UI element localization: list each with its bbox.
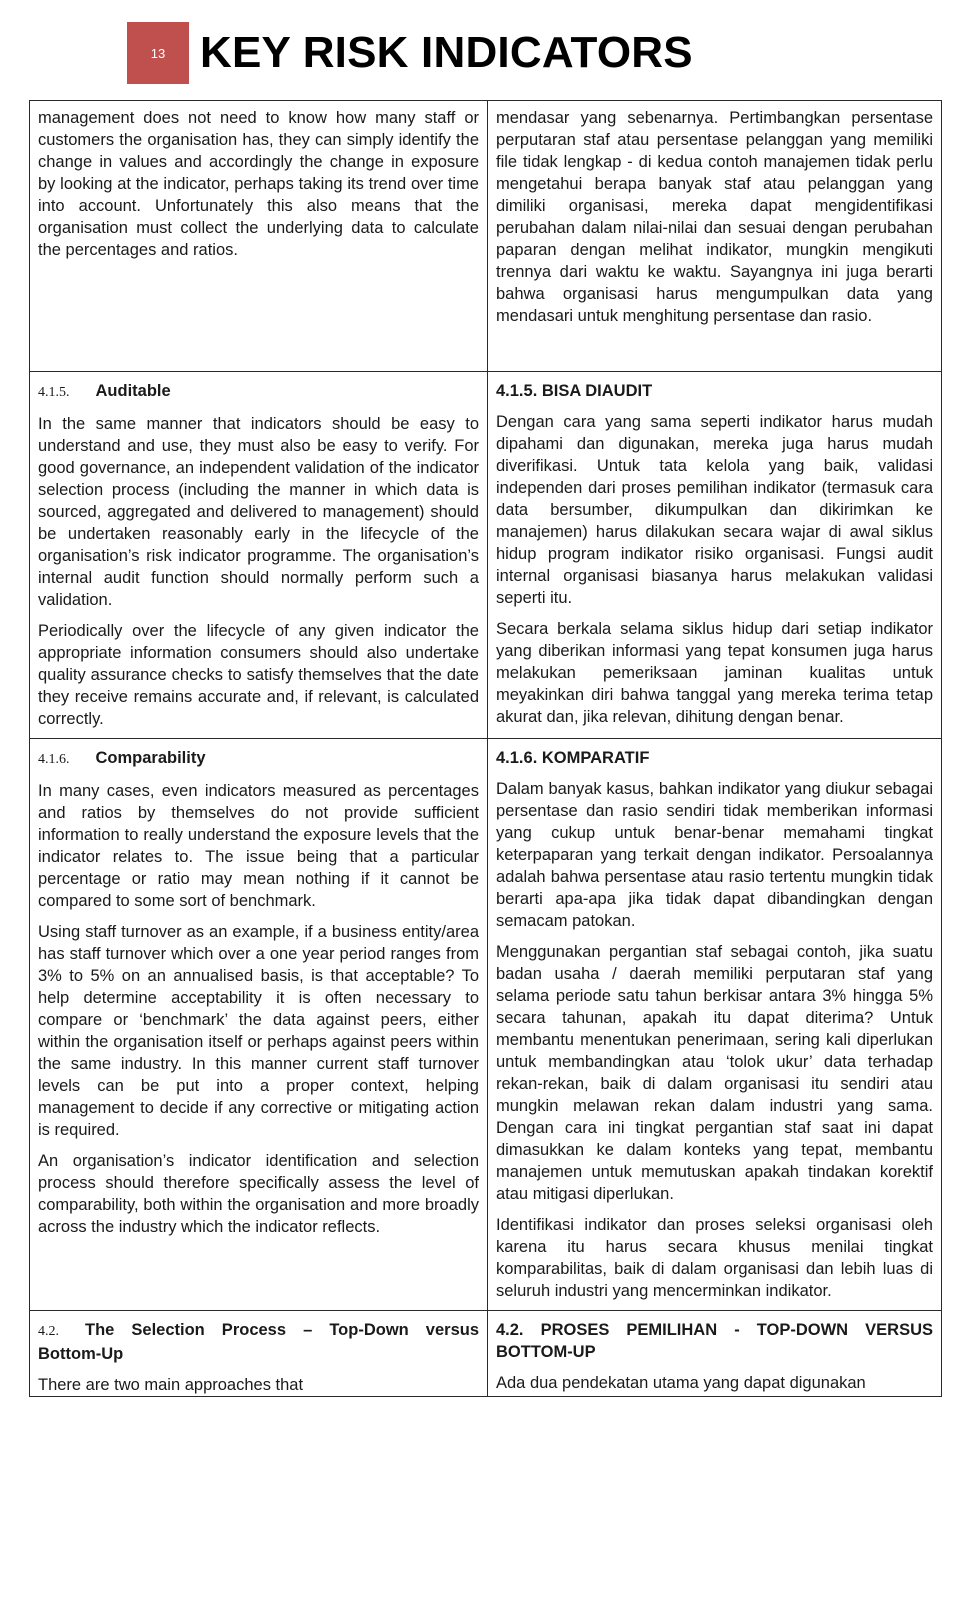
indonesian-cell: [488, 1311, 942, 1397]
english-cell: [30, 739, 488, 1311]
english-cell: [30, 101, 488, 372]
section-heading: [38, 380, 479, 404]
page-number-badge: [127, 22, 189, 84]
paragraph: Identifikasi indikator dan proses seleksi organisasi oleh karena itu harus secara khusus menilai tingkat komparabilitas, baik di dalam organisasi dan lebih luas di seluruh industri yang mencerminkan indikator.: [496, 1216, 933, 1300]
paragraph: In many cases, even indicators measured as percentages and ratios by themselves do not provide sufficient information to really understand the exposure levels that the indicator relates to. The issue being that a particular percentage or ratio may mean nothing if it cannot be compared to some sort of benchmark.: [38, 782, 479, 910]
indonesian-cell: [488, 101, 942, 372]
english-cell: [30, 1311, 488, 1397]
table-row: [30, 101, 942, 372]
paragraph: Menggunakan pergantian staf sebagai contoh, jika suatu badan usaha / daerah memiliki perputaran staf yang selama periode satu tahun berkisar antara 3% hingga 5% secara tahunan, apakah itu dapat diterima? Untuk membantu menentukan penerimaan, sering kali diperlukan untuk membandingkan atau ‘tolok ukur’ data terhadap rekan-rekan, baik di dalam organisasi itu sendiri atau mungkin melawan rekan dalam industri yang sama. Dengan cara ini tingkat pergantian staf saat ini dapat dimasukkan ke dalam konteks yang tepat, membantu manajemen untuk memutuskan apakah tindakan korektif atau mitigasi diperlukan.: [496, 943, 933, 1203]
paragraph: An organisation’s indicator identification and selection process should therefore specifically assess the level of comparability, both within the organisation and more broadly across the industry which the indicator reflects.: [38, 1152, 479, 1236]
english-cell: [30, 372, 488, 739]
indonesian-cell: [488, 739, 942, 1311]
indonesian-cell: [488, 372, 942, 739]
section-heading: [38, 1319, 479, 1365]
paragraph: Ada dua pendekatan utama yang dapat digunakan: [496, 1374, 866, 1392]
section-heading: [38, 747, 479, 771]
paragraph: Dalam banyak kasus, bahkan indikator yang diukur sebagai persentase dan rasio sendiri tidak memberikan informasi yang cukup untuk benar-benar memahami tingkat keterpaparan yang terkait dengan indikator. Persoalannya adalah bahwa persentase atau rasio tertentu mungkin tidak berarti apa-apa jika tidak dapat dibandingkan dengan semacam patokan.: [496, 780, 933, 930]
bilingual-content-table: [29, 100, 942, 1397]
table-row: [30, 739, 942, 1311]
section-heading-text: Auditable: [95, 382, 171, 400]
paragraph: mendasar yang sebenarnya. Pertimbangkan persentase perputaran staf atau persentase pelanggan yang memiliki file tidak lengkap - di kedua contoh manajemen tidak perlu mengetahui berapa banyak staf atau pelanggan yang dimiliki organisasi, mereka dapat mengidentifikasi perubahan dalam nilai-nilai dan sesuai dengan perubahan paparan dengan melihat indikator, mungkin mengikuti trennya dari waktu ke waktu. Sayangnya ini juga berarti bahwa organisasi harus mengumpulkan data yang mendasari untuk menghitung persentase dan rasio.: [496, 109, 933, 325]
table-row: [30, 372, 942, 739]
paragraph: management does not need to know how many staff or customers the organisation has, they can simply identify the change in values and accordingly the change in exposure by looking at the indicator, perhaps taking its trend over time into account. Unfortunately this also means that the organisation must collect the underlying data to calculate the percentages and ratios.: [38, 109, 479, 259]
section-heading: 4.1.5. BISA DIAUDIT: [496, 382, 653, 400]
section-heading: 4.1.6. KOMPARATIF: [496, 749, 650, 767]
section-number: 4.1.6.: [38, 752, 70, 767]
page-number: 13: [150, 45, 166, 61]
paragraph: Periodically over the lifecycle of any given indicator the appropriate information consumers should also undertake quality assurance checks to satisfy themselves that the date they receive remains accurate and, if relevant, is calculated correctly.: [38, 622, 479, 728]
paragraph: Dengan cara yang sama seperti indikator harus mudah dipahami dan digunakan, mereka juga harus mudah diverifikasi. Untuk tata kelola yang baik, validasi independen dari proses pemilihan indikator (termasuk cara data bersumber, dikumpulkan dan dikirimkan ke manajemen) harus dilakukan secara wajar di awal siklus hidup program indikator risiko organisasi. Fungsi audit internal organisasi biasanya harus melakukan validasi seperti itu.: [496, 413, 933, 607]
paragraph: There are two main approaches that: [38, 1376, 304, 1394]
paragraph: Using staff turnover as an example, if a business entity/area has staff turnover which over a one year period ranges from 3% to 5% on an annualised basis, is that acceptable? To help determine acceptability it is often necessary to compare or ‘benchmark’ the data against peers, either within the organisation itself or perhaps against peers within the same industry. In this manner current staff turnover levels can be put into a proper context, helping management to decide if any corrective or mitigating action is required.: [38, 923, 479, 1139]
page-title: KEY RISK INDICATORS: [200, 28, 693, 77]
paragraph: Secara berkala selama siklus hidup dari setiap indikator yang diberikan informasi yang tepat konsumen juga harus melakukan pemeriksaan jaminan kualitas untuk meyakinkan diri bahwa tanggal yang mereka terima tetap akurat dan, jika relevan, dihitung dengan benar.: [496, 620, 933, 726]
paragraph: In the same manner that indicators should be easy to understand and use, they must also be easy to verify. For good governance, an independent validation of the indicator selection process (including the manner in which data is sourced, aggregated and delivered to management) should be undertaken reasonably early in the lifecycle of the organisation’s risk indicator programme. The organisation’s internal audit function should normally perform such a validation.: [38, 415, 479, 609]
section-number: 4.2.: [38, 1324, 59, 1339]
section-heading: 4.2. PROSES PEMILIHAN - TOP-DOWN VERSUS BOTTOM-UP: [496, 1321, 933, 1361]
table-row: [30, 1311, 942, 1397]
section-heading-text: Comparability: [95, 749, 206, 767]
section-number: 4.1.5.: [38, 385, 70, 400]
section-heading-text: The Selection Process – Top-Down versus Bottom-Up: [38, 1321, 479, 1363]
